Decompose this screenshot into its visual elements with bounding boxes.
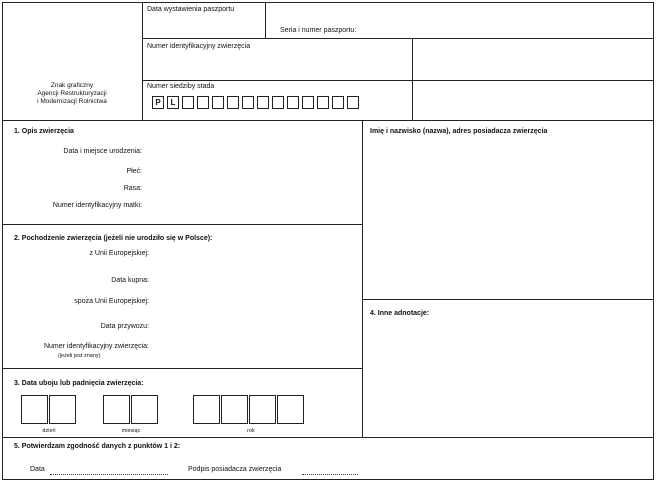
- herd-digit-cell[interactable]: [287, 96, 299, 109]
- month-label: miesiąc: [121, 428, 141, 434]
- sex-label: Płeć:: [126, 168, 142, 175]
- divider-header-right: [412, 38, 413, 120]
- section4-title: 4. Inne adnotacje:: [370, 310, 430, 317]
- divider-row1: [142, 38, 654, 39]
- animal-id-label: Numer identyfikacyjny zwierzęcia: [147, 43, 251, 50]
- herd-digit-cell[interactable]: [242, 96, 254, 109]
- herd-digit-cell[interactable]: [197, 96, 209, 109]
- passport-series-label: Seria i numer paszportu:: [280, 27, 357, 34]
- divider-section5-top: [2, 437, 654, 438]
- confirm-date-label: Data: [30, 466, 45, 473]
- year-label: rok: [247, 428, 255, 434]
- divider-section1-bottom: [2, 224, 362, 225]
- herd-digit-cell[interactable]: [182, 96, 194, 109]
- divider-row2: [142, 80, 654, 81]
- divider-logo: [142, 2, 143, 120]
- foreign-id-label: Numer identyfikacyjny zwierzęcia:: [43, 343, 149, 350]
- divider-middle: [362, 120, 363, 437]
- herd-digit-cell[interactable]: [272, 96, 284, 109]
- day-cells[interactable]: [21, 395, 76, 424]
- issue-date-label: Data wystawienia paszportu: [147, 6, 235, 13]
- herd-prefix-cell: P: [152, 96, 164, 109]
- logo-placeholder: [2, 82, 142, 106]
- birth-date-label: Data i miejsce urodzenia:: [63, 148, 142, 155]
- day-digit-cell[interactable]: [21, 395, 48, 424]
- divider-section2-bottom: [2, 368, 362, 369]
- section2-title: 2. Pochodzenie zwierzęcia (jeżeli nie urodziło się w Polsce):: [14, 235, 213, 242]
- herd-digit-cell[interactable]: [212, 96, 224, 109]
- herd-digit-cell[interactable]: [317, 96, 329, 109]
- month-digit-cell[interactable]: [131, 395, 158, 424]
- breed-label: Rasa:: [123, 185, 142, 192]
- year-digit-cell[interactable]: [221, 395, 248, 424]
- herd-number-label: Numer siedziby stada: [147, 83, 215, 90]
- day-label: dzień: [42, 428, 56, 434]
- section3-title: 3. Data uboju lub padnięcia zwierzęcia:: [14, 380, 144, 387]
- eu-origin-label: z Unii Europejskiej:: [89, 250, 149, 257]
- year-cells[interactable]: [193, 395, 304, 424]
- logo-line-2: Agencji Restrukturyzacji: [37, 90, 107, 97]
- herd-number-cells[interactable]: [152, 96, 359, 109]
- year-digit-cell[interactable]: [193, 395, 220, 424]
- purchase-date-label: Data kupna:: [111, 277, 149, 284]
- herd-digit-cell[interactable]: [257, 96, 269, 109]
- import-date-label: Data przywozu:: [100, 323, 149, 330]
- month-digit-cell[interactable]: [103, 395, 130, 424]
- owner-signature-line[interactable]: [302, 467, 358, 475]
- owner-signature-label: Podpis posiadacza zwierzęcia: [188, 466, 282, 473]
- herd-digit-cell[interactable]: [227, 96, 239, 109]
- foreign-id-note: (jeżeli jest znany): [58, 353, 101, 359]
- year-digit-cell[interactable]: [249, 395, 276, 424]
- divider-owner-bottom: [362, 299, 654, 300]
- herd-digit-cell[interactable]: [347, 96, 359, 109]
- divider-header-bottom: [2, 120, 654, 121]
- logo-line-3: i Modernizacji Rolnictwa: [37, 98, 107, 105]
- non-eu-origin-label: spoza Unii Europejskiej:: [74, 298, 149, 305]
- confirm-date-line[interactable]: [50, 467, 168, 475]
- year-digit-cell[interactable]: [277, 395, 304, 424]
- month-cells[interactable]: [103, 395, 158, 424]
- logo-line-1: Znak graficzny: [50, 82, 94, 89]
- herd-digit-cell[interactable]: [332, 96, 344, 109]
- divider-issue-date: [265, 2, 266, 38]
- section1-title: 1. Opis zwierzęcia: [14, 128, 74, 135]
- mother-id-label: Numer identyfikacyjny matki:: [52, 202, 142, 209]
- section5-title: 5. Potwierdzam zgodność danych z punktów 1 i 2:: [14, 443, 181, 450]
- day-digit-cell[interactable]: [49, 395, 76, 424]
- herd-digit-cell[interactable]: [302, 96, 314, 109]
- herd-prefix-cell: L: [167, 96, 179, 109]
- owner-title: Imię i nazwisko (nazwa), adres posiadacza zwierzęcia: [370, 128, 548, 135]
